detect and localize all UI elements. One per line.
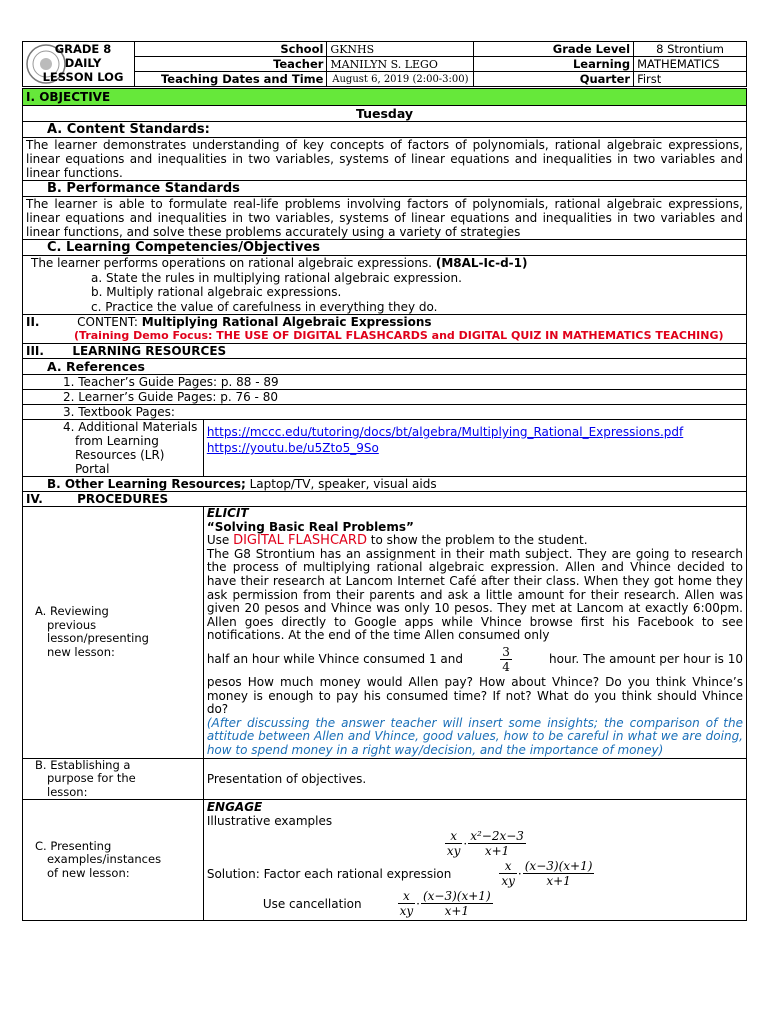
performance-standards-text: The learner is able to formulate real-life problems involving factors of polynomials, rational algebraic expressions, linear equations and inequalities in two variables, systems of linear equations and inequalities in two variables and linear functions, and solve these problems accurately using a variety of strategies (23, 197, 747, 240)
fraction (398, 889, 416, 918)
teaching-dates-label: Teaching Dates and Time (134, 72, 327, 87)
procedures-heading (23, 492, 747, 507)
fraction-denominator: x+1 (484, 844, 510, 858)
story-fraction-line (207, 645, 743, 674)
objective-heading: I. OBJECTIVE (23, 89, 747, 106)
competency-text: The learner performs operations on rational algebraic expressions. (31, 256, 432, 270)
example-expression: $\frac{x}{xy}$ · $\frac{\text{x²−2x−3}}{x+1}$ (446, 829, 524, 858)
label-line: from Learning (75, 434, 159, 448)
competency-item: c. Practice the value of carefulness in everything they do. (91, 299, 438, 314)
engage-label: ENGAGE (206, 800, 263, 814)
fraction-denominator: xy (446, 844, 461, 858)
title-line: DAILY (64, 56, 102, 70)
school-value: GKNHS (327, 42, 474, 57)
fraction-numerator: x (499, 859, 517, 874)
label-line: 4. Additional Materials (63, 420, 198, 434)
title-line: GRADE 8 (54, 42, 112, 56)
label-line: new lesson: (47, 644, 115, 659)
competencies-heading: C. Learning Competencies/Objectives (23, 240, 747, 256)
lesson-log-body (22, 88, 747, 921)
fraction-denominator: xy (501, 874, 515, 888)
quarter-label: Quarter (474, 72, 634, 87)
elicit-title: “Solving Basic Real Problems” (206, 519, 414, 534)
learning-resources-heading (23, 344, 747, 359)
digital-flashcard-text: DIGITAL FLASHCARD (233, 533, 367, 549)
additional-materials-links (203, 420, 746, 477)
procedure-a-content (203, 507, 746, 759)
competency-item: b. Multiply rational algebraic expressions. (91, 285, 342, 299)
teacher-value: MANILYN S. LEGO (327, 57, 474, 72)
reference-item: 3. Textbook Pages: (23, 405, 747, 420)
story-half-text: half an hour while Vhince consumed 1 and (206, 651, 463, 666)
label-line: examples/instances (47, 852, 162, 867)
factor-step: Solution: Factor each rational expression $\frac{x}{xy}$ · $\frac{(x-3)(x+1)}{x+1}$ (206, 859, 593, 888)
reference-item: 1. Teacher’s Guide Pages: p. 88 - 89 (23, 375, 747, 390)
label-line: of new lesson: (47, 865, 130, 880)
content-heading (26, 315, 743, 329)
use-post-text: to show the problem to the student. (366, 533, 588, 548)
illustrative-examples: Illustrative examples (206, 814, 333, 828)
youtube-link[interactable]: https://youtu.be/u5Zto5_9So (206, 441, 379, 455)
procedure-b-content: Presentation of objectives. (203, 758, 746, 800)
story-questions: pesos How much money would Allen pay? How about Vhince? Do you think Vhince’s money is enough to pay his consumed time? If not? What do you think should Vhince do? (206, 674, 743, 717)
fraction-numerator: (x−3)(x+1) (422, 889, 491, 903)
fraction-numerator: x (445, 829, 463, 844)
competency-code: (M8AL-Ic-d-1) (435, 256, 528, 270)
procedure-a-label (23, 507, 204, 759)
competencies-content (23, 256, 747, 315)
other-resources-heading: B. Other Learning Resources; (47, 477, 246, 491)
label-line: previous (47, 617, 97, 632)
fraction (421, 889, 493, 918)
grade-level-label: Grade Level (474, 42, 634, 57)
three-quarters-fraction (500, 645, 512, 674)
label-line: C. Presenting (35, 838, 112, 853)
label-line: B. Establishing a (35, 757, 131, 772)
label-line: A. Reviewing (35, 604, 109, 619)
procedure-b-label (23, 758, 204, 800)
content-standards-heading: A. Content Standards: (23, 122, 747, 138)
other-resources (23, 477, 747, 492)
story-text: The G8 Strontium has an assignment in their math subject. They are going to research the process of multiplying rational algebraic expression. Allen and Vhince decided to have their research at Lancom Internet Café after their class. When they got home they ask permission from their parents and ask a little amount for their research. Allen was given 20 pesos and Vhince was only 10 pesos. They met at Lancom at exactly 6:00pm. Allen goes directly to Google apps while Vhince browse first his Facebook to see notifications. At the end of the time Allen consumed only (206, 546, 743, 643)
solution-text: Solution: Factor each rational expression (206, 866, 452, 881)
fraction (468, 829, 526, 858)
label-line: purpose for the (47, 771, 136, 785)
cancellation-text: Use cancellation (262, 896, 362, 911)
elicit-label: ELICIT (206, 506, 249, 520)
resources-number: III. (26, 344, 44, 358)
performance-standards-heading: B. Performance Standards (23, 181, 747, 197)
fraction-denominator: 4 (502, 659, 510, 674)
tutoring-pdf-link[interactable]: https://mccc.edu/tutoring/docs/bt/algebra/Multiplying_Rational_Expressions.pdf (206, 425, 684, 439)
fraction (523, 859, 595, 888)
teaching-dates-value: August 6, 2019 (2:00-3:00) (327, 72, 474, 87)
label-line: lesson: (47, 784, 88, 799)
fraction-denominator: x+1 (444, 904, 470, 918)
fraction (445, 829, 463, 858)
school-label: School (134, 42, 327, 57)
flashcard-instruction (207, 534, 743, 548)
fraction-numerator: (x−3)(x+1) (524, 859, 593, 873)
quarter-value: First (634, 72, 747, 87)
resources-heading-text: LEARNING RESOURCES (72, 344, 227, 358)
teacher-insight-note: (After discussing the answer teacher will insert some insights; the comparison of the attitude between Allen and Vhince, good values, how to be careful in what we are doing, how to spend money in a right way/decision, and the importance of money) (206, 715, 743, 757)
fraction-numerator: x (398, 889, 416, 904)
fraction-numerator: x²−2x−3 (470, 829, 524, 843)
procedures-heading-text: PROCEDURES (77, 492, 169, 506)
content-label: CONTENT: (77, 315, 138, 329)
content-section (23, 315, 747, 344)
procedure-c-content (203, 800, 746, 921)
references-heading: A. References (23, 359, 747, 375)
day-label: Tuesday (23, 106, 747, 122)
cancellation-step: Use cancellation $\frac{x}{xy}$ · $\frac{(x-3)(x+1)}{x+1}$ (262, 889, 491, 918)
teacher-label: Teacher (134, 57, 327, 72)
content-number: II. (26, 315, 40, 329)
fraction-numerator: 3 (502, 644, 510, 659)
procedure-c-label (23, 800, 204, 921)
grade-level-value: 8 Strontium (634, 42, 747, 57)
lesson-log-title (33, 42, 133, 84)
training-focus: (Training Demo Focus: THE USE OF DIGITAL FLASHCARDS and DIGITAL QUIZ IN MATHEMATICS TEACHING) (74, 329, 724, 342)
fraction-denominator: xy (399, 904, 414, 918)
reference-item: 2. Learner’s Guide Pages: p. 76 - 80 (23, 390, 747, 405)
label-line: Resources (LR) Portal (75, 448, 165, 476)
procedures-number: IV. (26, 492, 43, 506)
label-line: lesson/presenting (47, 631, 149, 646)
fraction (499, 859, 517, 888)
additional-materials-label (23, 420, 204, 477)
title-line: LESSON LOG (42, 70, 124, 84)
learning-area-value: MATHEMATICS (634, 57, 747, 72)
competency-statement (31, 256, 743, 271)
other-resources-text: Laptop/TV, speaker, visual aids (245, 477, 437, 491)
content-standards-text: The learner demonstrates understanding of key concepts of factors of polynomials, rational algebraic expressions, linear equations and inequalities in two variables, systems of linear equations and inequalities in two variables and linear functions. (23, 138, 747, 181)
logo-cell (23, 42, 135, 87)
fraction-denominator: x+1 (546, 874, 571, 888)
learning-area-label: Learning (474, 57, 634, 72)
use-text: Use (206, 533, 234, 548)
story-half-post-text: hour. The amount per hour is 10 (549, 651, 743, 666)
competency-item: a. State the rules in multiplying rational algebraic expression. (91, 270, 462, 285)
content-title: Multiplying Rational Algebraic Expressions (141, 315, 432, 329)
